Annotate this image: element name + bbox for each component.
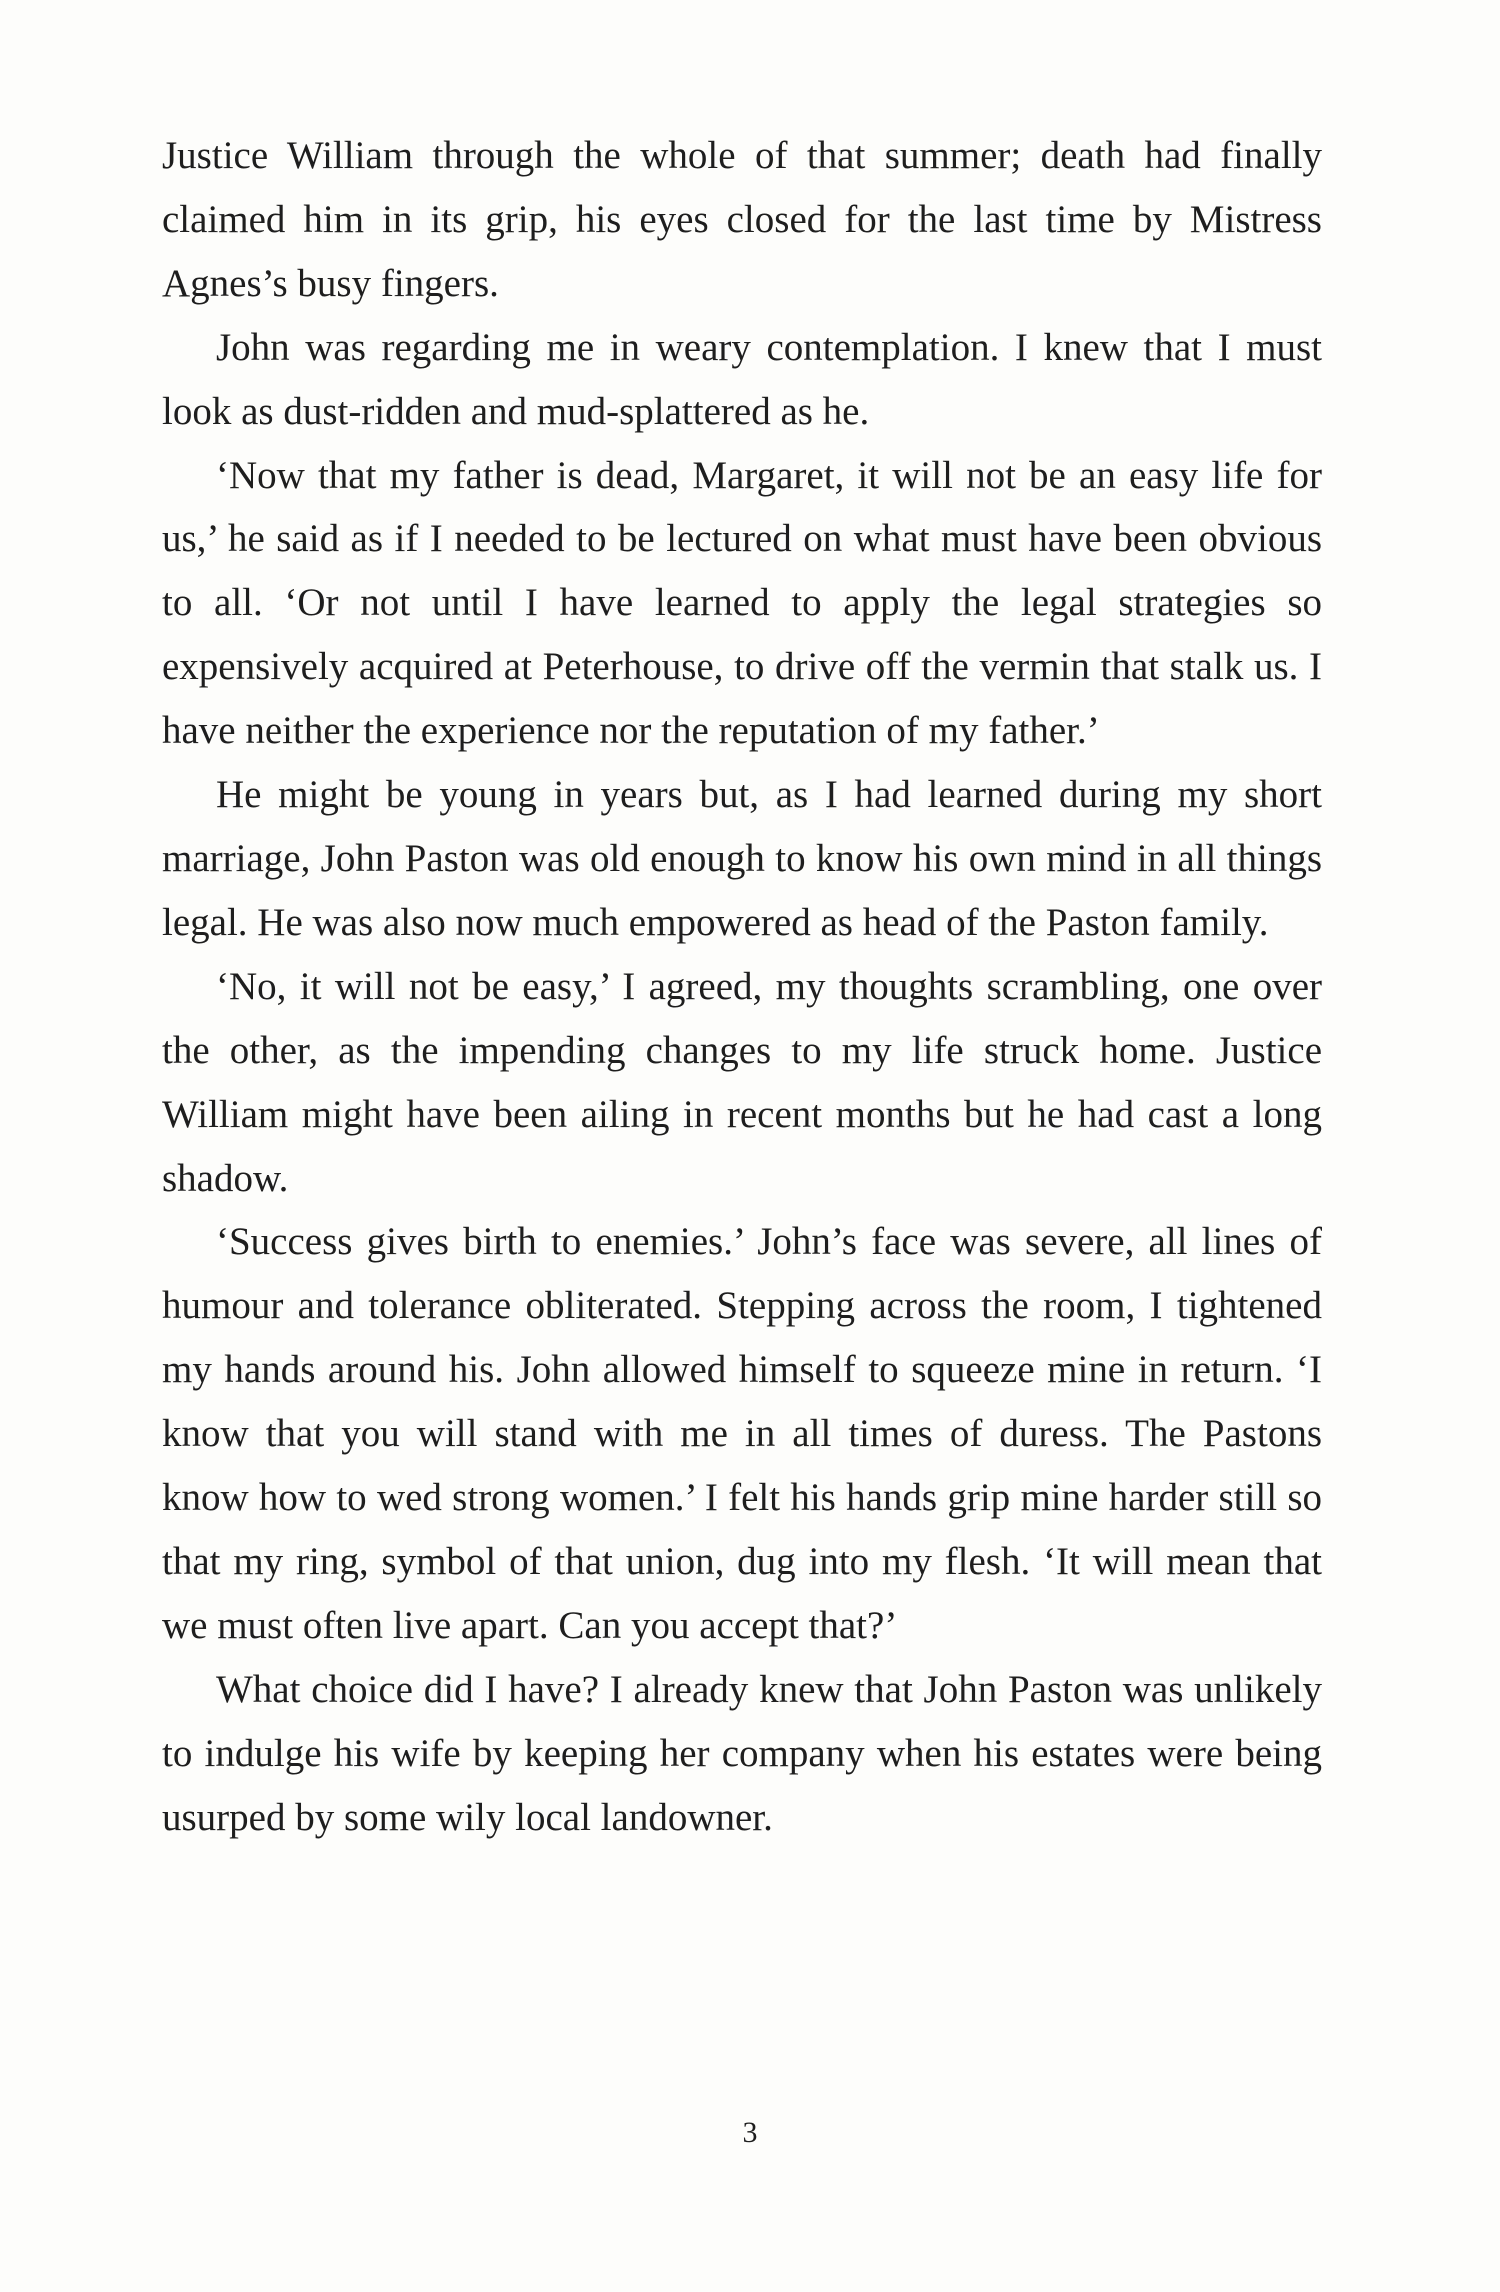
paragraph: ‘No, it will not be easy,’ I agreed, my thoughts scrambling, one over the other, as the impending changes to my life struck home. Justice William might have been ailing in recent months but he had cast a long shadow. xyxy=(162,964,1322,1200)
page-number: 3 xyxy=(742,2116,758,2149)
body-text xyxy=(162,124,1322,1849)
paragraph: ‘Now that my father is dead, Margaret, it will not be an easy life for us,’ he said as if I needed to be lectured on what must have been obvious to all. ‘Or not until I have learned to apply the legal strategies so expensively acquired at Peterhouse, to drive off the vermin that stalk us. I have neither the experience nor the reputation of my father.’ xyxy=(162,453,1322,753)
paragraph: What choice did I have? I already knew that John Paston was unlikely to indulge his wife by keeping her company when his estates were being usurped by some wily local landowner. xyxy=(162,1667,1322,1839)
paragraph: ‘Success gives birth to enemies.’ John’s face was severe, all lines of humour and tolerance obliterated. Stepping across the room, I tightened my hands around his. John allowed himself to squeeze mine in return. ‘I know that you will stand with me in all times of duress. The Pastons know how to wed strong women.’ I felt his hands grip mine harder still so that my ring, symbol of that union, dug into my flesh. ‘It will mean that we must often live apart. Can you accept that?’ xyxy=(162,1220,1322,1647)
paragraph: He might be young in years but, as I had learned during my short marriage, John Paston was old enough to know his own mind in all things legal. He was also now much empowered as head of the Paston family. xyxy=(162,773,1322,944)
paragraph: John was regarding me in weary contemplation. I knew that I must look as dust-ridden and mud-splattered as he. xyxy=(162,325,1322,433)
paragraph: Justice William through the whole of that summer; death had finally claimed him in its grip, his eyes closed for the last time by Mistress Agnes’s busy fingers. xyxy=(162,134,1322,305)
